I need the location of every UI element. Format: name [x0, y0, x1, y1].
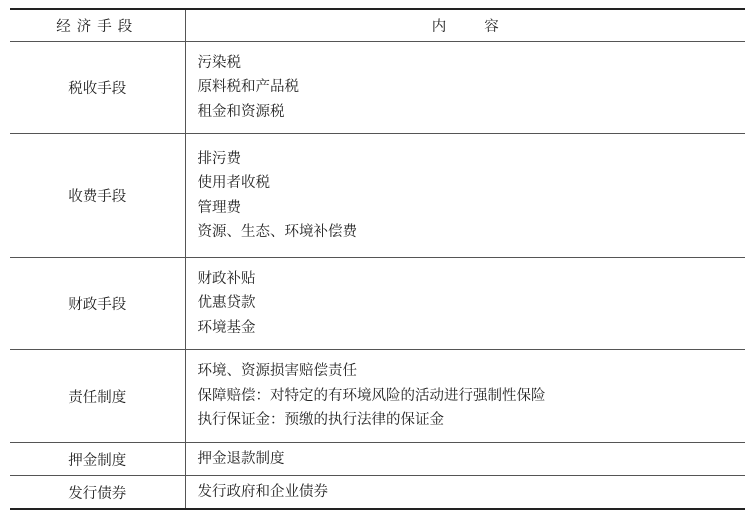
content-item: 排污费: [197, 150, 241, 167]
header-content-char: 内: [431, 19, 447, 35]
content-item: 保障赔偿：对特定的有环境风险的活动进行强制性保险: [197, 387, 546, 404]
content-item: 环境基金: [197, 319, 256, 336]
table-row: [10, 443, 745, 476]
table-row: [10, 476, 745, 510]
header-economic-means: 经济手段: [10, 9, 185, 42]
row-content: [185, 476, 745, 510]
content-item: 使用者收税: [197, 175, 270, 191]
row-content: [185, 134, 745, 258]
row-content: [185, 258, 745, 350]
content-item: 原料税和产品税: [197, 79, 299, 96]
row-category: 收费手段: [10, 134, 185, 258]
content-item: 资源、生态、环境补偿费: [197, 224, 357, 240]
row-category: 财政手段: [10, 258, 185, 350]
table-row: [10, 350, 745, 443]
content-item: 租金和资源税: [197, 103, 285, 120]
content-item: 执行保证金：预缴的执行法律的保证金: [197, 412, 444, 429]
table-row: [10, 258, 745, 350]
row-content: [185, 350, 745, 443]
economic-instruments-table: [10, 8, 745, 510]
header-content: [185, 9, 745, 42]
table-row: [10, 42, 745, 134]
content-item: 环境、资源损害赔偿责任: [197, 363, 357, 380]
table-header-row: [10, 9, 745, 42]
content-item: 发行政府和企业债券: [197, 483, 328, 500]
content-item: 管理费: [197, 199, 241, 216]
row-category: 押金制度: [10, 443, 185, 476]
header-content-char: 容: [484, 19, 499, 35]
row-category: 发行债券: [10, 476, 185, 510]
row-category: 责任制度: [10, 350, 185, 443]
row-category: 税收手段: [10, 42, 185, 134]
content-item: 优惠贷款: [197, 295, 256, 312]
content-item: 财政补贴: [197, 270, 256, 287]
content-item: 押金退款制度: [197, 450, 285, 467]
content-item: 污染税: [197, 54, 241, 71]
table-row: [10, 134, 745, 258]
row-content: [185, 443, 745, 476]
row-content: [185, 42, 745, 134]
